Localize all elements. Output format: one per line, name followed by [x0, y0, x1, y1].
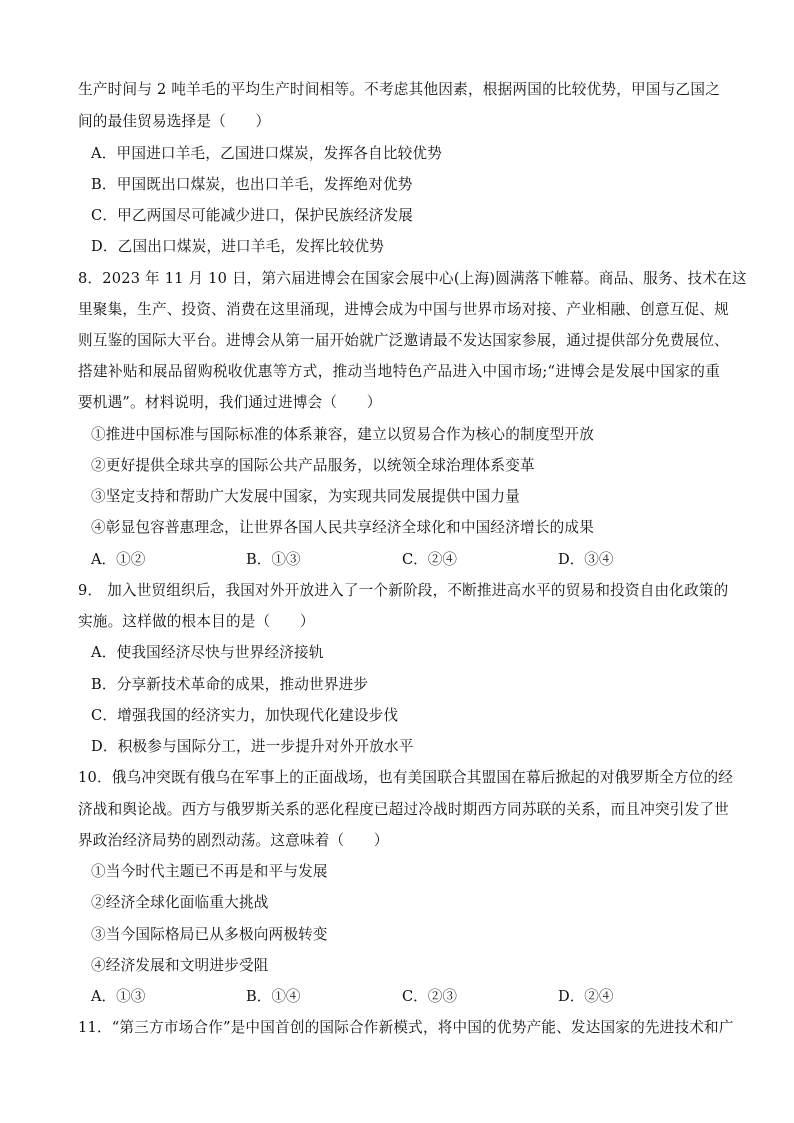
q10-choice-d: D．②④ [558, 988, 614, 1005]
q9-stem-line-2: 实施。这样做的根本目的是（ ） [78, 613, 315, 630]
q8-stem-line-4: 搭建补贴和展品留购税收优惠等方式，推动当地特色产品进入中国市场;“进博会是发展中国家的重 [78, 363, 720, 380]
q10-choice-c: C．②③ [402, 988, 457, 1005]
q8-stem-line-2: 里聚集，生产、投资、消费在这里涌现，进博会成为中国与世界市场对接、产业相融、创意互促、规 [78, 301, 729, 318]
q7-stem-line-1: 生产时间与 2 吨羊毛的平均生产时间相等。不考虑其他因素，根据两国的比较优势，甲国与乙国之 [78, 81, 720, 98]
q8-choice-a: A．①② [91, 551, 146, 568]
q10-statement-2: ②经济全球化面临重大挑战 [91, 894, 269, 911]
q8-choices [91, 550, 711, 570]
q10-choice-b: B．①④ [246, 988, 301, 1005]
q11-stem-line-1: 11．“第三方市场合作”是中国首创的国际合作新模式，将中国的优势产能、发达国家的先进技术和广 [78, 1019, 734, 1036]
q9-option-c: C．增强我国的经济实力，加快现代化建设步伐 [91, 707, 399, 724]
q7-option-d: D．乙国出口煤炭，进口羊毛，发挥比较优势 [91, 238, 384, 255]
q9-option-b: B．分享新技术革命的成果，推动世界进步 [91, 676, 369, 693]
q10-stem-line-1: 10．俄乌冲突既有俄乌在军事上的正面战场，也有美国联合其盟国在幕后掀起的对俄罗斯全方位的经 [78, 769, 734, 786]
q8-statement-4: ④彰显包容普惠理念，让世界各国人民共享经济全球化和中国经济增长的成果 [91, 519, 594, 536]
q8-stem-line-1: 8．2023 年 11 月 10 日，第六届进博会在国家会展中心(上海)圆满落下帷幕。商品、服务、技术在这 [78, 270, 747, 287]
q7-option-a: A．甲国进口羊毛，乙国进口煤炭，发挥各自比较优势 [91, 145, 442, 162]
q10-statement-4: ④经济发展和文明进步受阻 [91, 957, 269, 974]
q9-option-a: A．使我国经济尽快与世界经济接轨 [91, 644, 324, 661]
q7-option-b: B．甲国既出口煤炭，也出口羊毛，发挥绝对优势 [91, 176, 413, 193]
q7-stem-line-2: 间的最佳贸易选择是（ ） [78, 113, 271, 130]
q10-choice-a: A．①③ [91, 988, 146, 1005]
q10-choices [91, 987, 711, 1007]
q9-stem-line-1: 9． 加入世贸组织后，我国对外开放进入了一个新阶段，不断推进高水平的贸易和投资自由化政策的 [78, 582, 729, 599]
q7-option-c: C．甲乙两国尽可能减少进口，保护民族经济发展 [91, 207, 414, 224]
q10-statement-3: ③当今国际格局已从多极向两极转变 [91, 926, 328, 943]
q8-statement-3: ③坚定支持和帮助广大发展中国家，为实现共同发展提供中国力量 [91, 488, 521, 505]
q8-choice-c: C．②④ [402, 551, 457, 568]
q8-choice-b: B．①③ [246, 551, 301, 568]
q8-stem-line-5: 要机遇”。材料说明，我们通过进博会（ ） [78, 394, 382, 411]
q10-stem-line-3: 界政治经济局势的剧烈动荡。这意味着（ ） [78, 832, 389, 849]
q8-statement-1: ①推进中国标准与国际标准的体系兼容，建立以贸易合作为核心的制度型开放 [91, 426, 594, 443]
q8-stem-line-3: 则互鉴的国际大平台。进博会从第一届开始就广泛邀请最不发达国家参展，通过提供部分免费展位、 [78, 332, 729, 349]
q9-option-d: D．积极参与国际分工，进一步提升对外开放水平 [91, 738, 414, 755]
q10-statement-1: ①当今时代主题已不再是和平与发展 [91, 863, 328, 880]
q10-stem-line-2: 济战和舆论战。西方与俄罗斯关系的恶化程度已超过冷战时期西方同苏联的关系，而且冲突引发了世 [78, 801, 729, 818]
q8-choice-d: D．③④ [558, 551, 614, 568]
q8-statement-2: ②更好提供全球共享的国际公共产品服务，以统领全球治理体系变革 [91, 457, 535, 474]
